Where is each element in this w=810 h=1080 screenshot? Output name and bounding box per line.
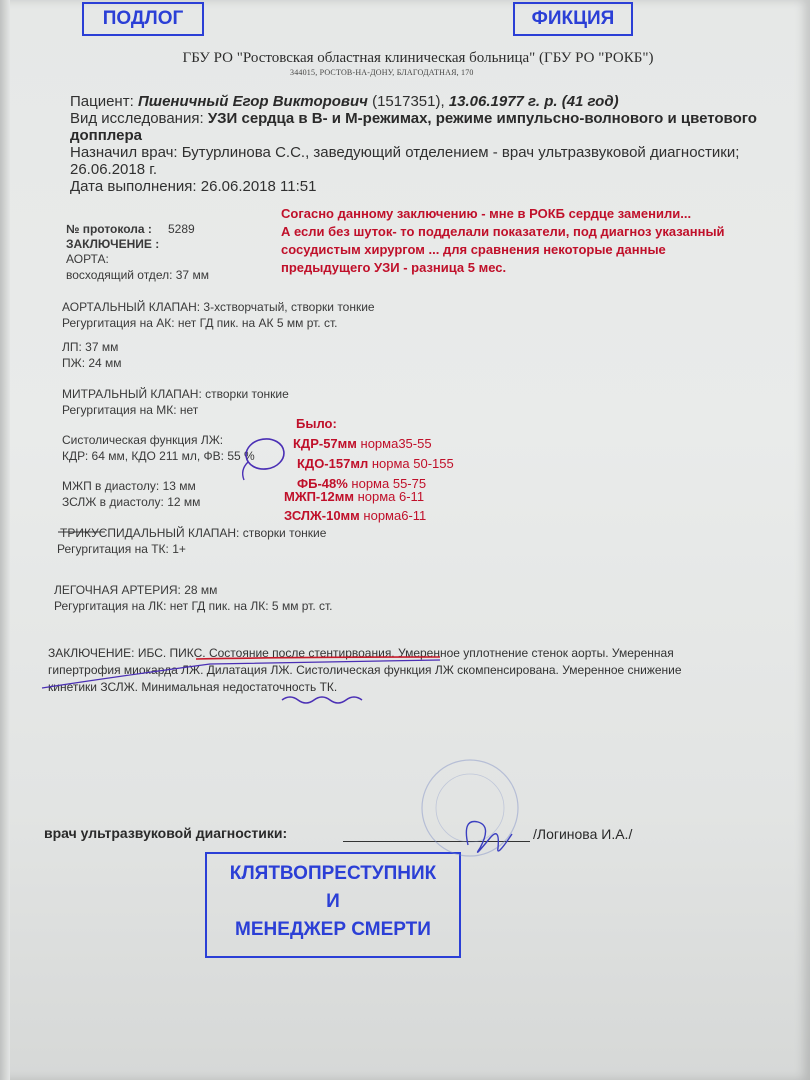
annotation-mzhp-value: МЖП-12мм (284, 489, 354, 504)
annotation-kdr-value: КДР-57мм (293, 436, 357, 451)
patient-dob: 13.06.1977 г. р. (41 год) (448, 93, 619, 110)
stamp-oath-line1: КЛЯТВОПРЕСТУПНИК (229, 863, 437, 884)
annotation-mzhp (284, 489, 424, 504)
doctor-value: Бутурлинова С.С., заведующий отделением - врач ультразвуковой диагностики; 26.06.2018 г. (70, 144, 740, 178)
hospital-title: ГБУ РО "Ростовская областная клиническая больница" (ГБУ РО "РОКБ") (182, 50, 654, 66)
annotation-kdr-norm: норма35-55 (360, 436, 432, 451)
conclusion-text-1: ИБС. ПИКС. Состояние после стентирвоания. Умеренное уплотнение стенок аорты. Умеренная (137, 646, 674, 660)
annotation-note (281, 205, 781, 277)
annotation-line: Согасно данному заключению - мне в РОКБ сердце заменили... (281, 206, 692, 221)
annotation-line: предыдущего УЗИ - разница 5 мес. (281, 260, 507, 275)
annotation-zslzh (284, 508, 426, 523)
stamp-oath-line3: МЕНЕДЖЕР СМЕРТИ (235, 919, 431, 940)
annotation-line: сосудистым хирургом ... для сравнения некоторые данные (281, 242, 666, 257)
signature-underline (343, 841, 530, 842)
conclusion-line (48, 645, 768, 662)
pzh-value: ПЖ: 24 мм (62, 356, 122, 370)
annotation-fb-value: ФБ-48% (297, 476, 348, 491)
stamp-podlog: ПОДЛОГ (82, 2, 204, 36)
aortic-valve: АОРТАЛЬНЫЙ КЛАПАН: 3-хстворчатый, створки тонкие (62, 300, 375, 314)
patient-row (70, 93, 770, 110)
systolic-function: Систолическая функция ЛЖ: (62, 433, 224, 447)
date-row (70, 178, 770, 195)
aorta-label: АОРТА: (66, 252, 109, 266)
patient-name: Пшеничный Егор Викторович (137, 93, 368, 110)
wavy-underline (282, 697, 362, 703)
stamp-oath-breaker (205, 852, 461, 958)
annotation-kdr (293, 436, 432, 451)
patient-label: Пациент: (70, 93, 134, 110)
annotation-zslzh-value: ЗСЛЖ-10мм (284, 508, 360, 523)
kdr-kdo-fv: КДР: 64 мм, КДО 211 мл, ФВ: 55 % (62, 449, 255, 463)
protocol-number-label: № протокола : (66, 222, 152, 236)
tricuspid-regurgitation: Регургитация на ТК: 1+ (57, 542, 186, 556)
pulmonary-regurgitation: Регургитация на ЛК: нет ГД пик. на ЛК: 5 мм рт. ст. (54, 599, 333, 613)
study-value: УЗИ сердца в В- и М-режимах, режиме импульсно-волнового и цветового допплера (70, 110, 757, 144)
conclusion-text-2: гипертрофия миокарда ЛЖ. Дилатация ЛЖ. Систолическая функция ЛЖ скомпенсирована. Умеренное снижение (48, 663, 682, 677)
patient-id: (1517351), (372, 93, 445, 110)
annotation-line: А если без шуток- то подделали показатели, под диагноз указанный (281, 224, 725, 239)
faint-seal-inner (436, 774, 504, 842)
hospital-address: 344015, РОСТОВ-НА-ДОНУ, БЛАГОДАТНАЯ, 170 (290, 68, 474, 77)
stamp-oath-line2: И (326, 891, 340, 912)
fv-circle-tail (243, 462, 248, 480)
study-row (70, 110, 770, 144)
mitral-regurgitation: Регургитация на МК: нет (62, 403, 199, 417)
annotation-zslzh-norm: норма6-11 (363, 508, 427, 523)
mitral-valve: МИТРАЛЬНЫЙ КЛАПАН: створки тонкие (62, 387, 289, 401)
paper-fold (0, 0, 10, 1080)
annotation-kdo (297, 456, 454, 471)
signature-label: врач ультразвуковой диагностики: (44, 825, 288, 841)
conclusion-heading: ЗАКЛЮЧЕНИЕ : (66, 237, 160, 251)
pulmonary-artery: ЛЕГОЧНАЯ АРТЕРИЯ: 28 мм (54, 583, 218, 597)
protocol-number: 5289 (168, 222, 195, 236)
annotation-fb-norm: норма 55-75 (351, 476, 427, 491)
annotation-kdo-value: КДО-157мл (297, 456, 369, 471)
signature-scribble (466, 821, 512, 852)
patient-block (70, 93, 770, 195)
annotation-was: Было: (296, 416, 337, 431)
aortic-regurgitation: Регургитация на АК: нет ГД пик. на АК 5 мм рт. ст. (62, 316, 338, 330)
conclusion-label: ЗАКЛЮЧЕНИЕ: (48, 646, 135, 660)
annotation-kdo-norm: норма 50-155 (371, 456, 454, 471)
stamp-fikcia: ФИКЦИЯ (513, 2, 633, 36)
tricuspid-valve: ТРИКУСПИДАЛЬНЫЙ КЛАПАН: створки тонкие (60, 526, 327, 540)
signature-name: /Логинова И.А./ (533, 826, 633, 842)
aorta-ascending: восходящий отдел: 37 мм (66, 268, 209, 282)
annotation-mzhp-norm: норма 6-11 (357, 489, 425, 504)
zslzh-value: ЗСЛЖ в диастолу: 12 мм (62, 495, 201, 509)
study-label: Вид исследования: (70, 110, 204, 127)
date-label: Дата выполнения: (70, 178, 197, 195)
mzhp-value: МЖП в диастолу: 13 мм (62, 479, 196, 493)
date-value: 26.06.2018 11:51 (200, 178, 317, 195)
final-conclusion (48, 645, 768, 696)
doctor-row (70, 144, 770, 178)
lp-value: ЛП: 37 мм (62, 340, 119, 354)
conclusion-text-3: кинетики ЗСЛЖ. Минимальная недостаточность ТК. (48, 680, 338, 694)
doctor-label: Назначил врач: (70, 144, 178, 161)
